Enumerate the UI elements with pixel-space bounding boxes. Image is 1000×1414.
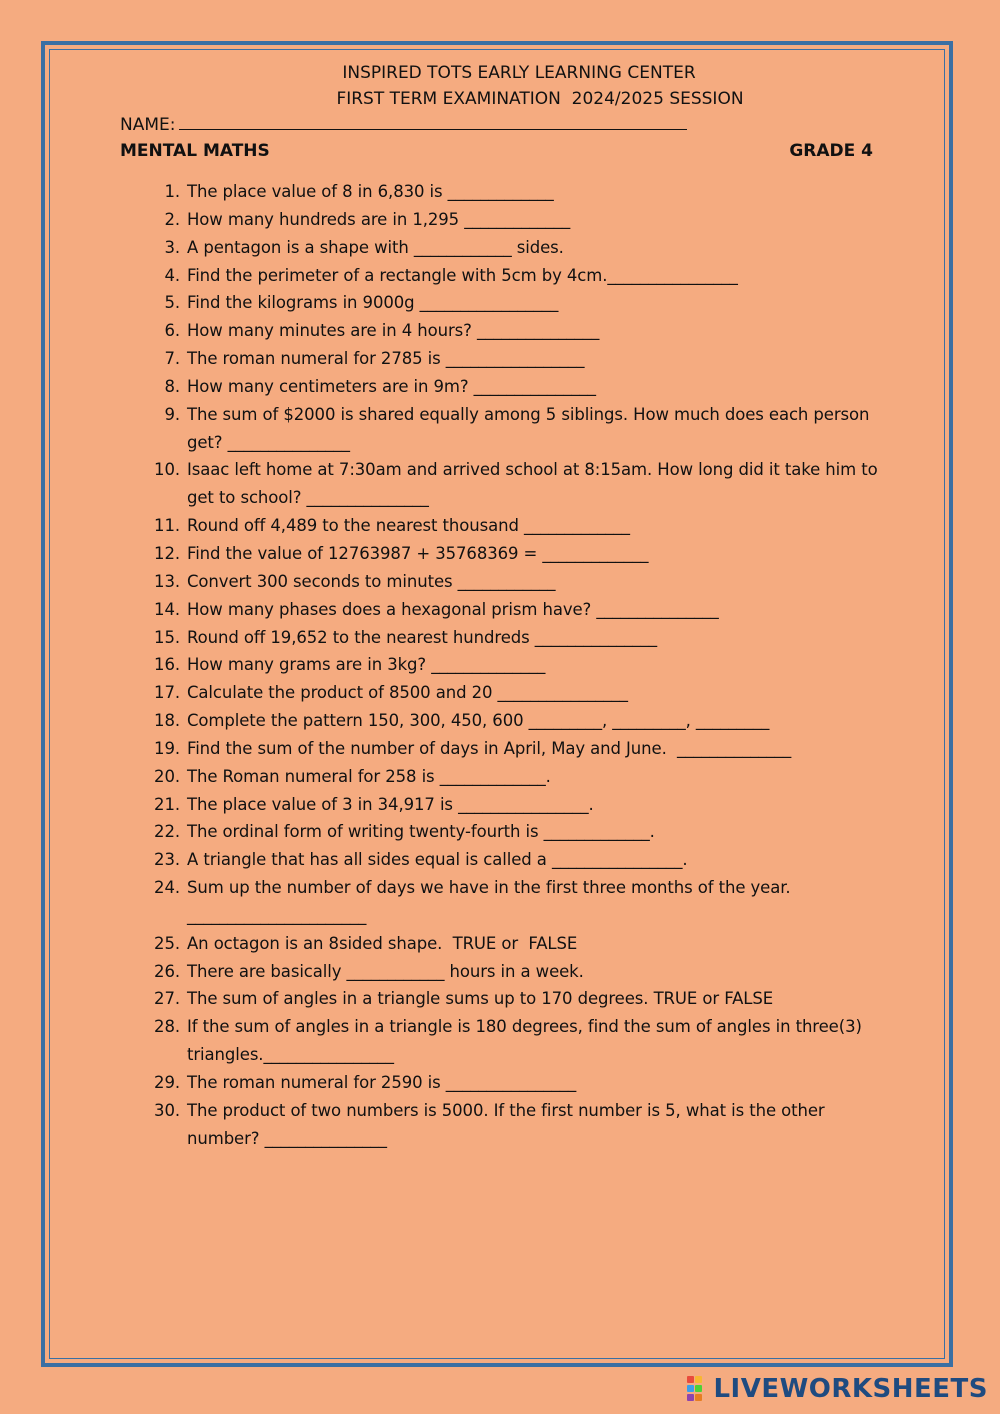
question-text[interactable]: The ordinal form of writing twenty-fourth is _____________. xyxy=(187,822,655,842)
question-item xyxy=(150,735,880,763)
question-number: 26. xyxy=(154,961,180,981)
question-text[interactable]: The place value of 8 in 6,830 is _____________ xyxy=(187,182,554,201)
question-text[interactable]: Convert 300 seconds to minutes ____________ xyxy=(187,571,556,591)
question-number: 8. xyxy=(164,376,180,396)
name-field[interactable] xyxy=(179,113,687,130)
question-item xyxy=(150,373,880,401)
question-item xyxy=(150,568,880,596)
question-text[interactable]: An octagon is an 8sided shape. TRUE or FALSE xyxy=(187,933,578,953)
question-text[interactable]: The sum of angles in a triangle sums up to 170 degrees. TRUE or FALSE xyxy=(187,989,774,1009)
name-label: NAME: xyxy=(120,115,176,135)
question-number: 22. xyxy=(154,822,180,842)
question-list xyxy=(150,178,883,1153)
question-text[interactable]: Isaac left home at 7:30am and arrived school at 8:15am. How long did it take him to get to school? _______________ xyxy=(187,460,883,508)
question-number: 14. xyxy=(154,599,180,619)
question-number: 27. xyxy=(154,989,180,1009)
liveworksheets-logo xyxy=(687,1374,988,1404)
question-item xyxy=(150,930,880,958)
question-item xyxy=(150,178,880,206)
question-text[interactable]: A pentagon is a shape with ____________ sides. xyxy=(187,237,564,257)
question-item xyxy=(150,1097,880,1153)
question-number: 25. xyxy=(154,933,180,953)
question-item xyxy=(150,596,880,624)
question-text[interactable]: Find the value of 12763987 + 35768369 = _____________ xyxy=(187,543,649,563)
question-number: 21. xyxy=(154,794,180,814)
question-text[interactable]: Round off 4,489 to the nearest thousand _____________ xyxy=(187,516,630,536)
question-number: 30. xyxy=(154,1100,180,1120)
question-number: 16. xyxy=(154,655,180,675)
question-number: 19. xyxy=(154,738,180,758)
exam-session: FIRST TERM EXAMINATION 2024/2025 SESSION xyxy=(336,89,744,109)
question-text[interactable]: Round off 19,652 to the nearest hundreds _______________ xyxy=(187,627,658,647)
question-item xyxy=(150,818,880,846)
question-item xyxy=(150,679,880,707)
question-number: 17. xyxy=(154,683,180,703)
question-number: 13. xyxy=(154,571,180,591)
school-name: INSPIRED TOTS EARLY LEARNING CENTER xyxy=(342,63,696,83)
question-text[interactable]: How many minutes are in 4 hours? _______________ xyxy=(187,321,600,341)
question-item xyxy=(150,345,880,373)
question-item xyxy=(150,874,880,930)
question-item xyxy=(150,1069,880,1097)
question-text[interactable]: The product of two numbers is 5000. If the first number is 5, what is the other number? _______________ xyxy=(187,1100,830,1148)
question-text[interactable]: Find the perimeter of a rectangle with 5cm by 4cm.________________ xyxy=(187,265,738,285)
question-item xyxy=(150,958,880,986)
liveworksheets-logo-icon xyxy=(687,1376,709,1402)
question-text[interactable]: How many centimeters are in 9m? _______________ xyxy=(187,376,596,396)
name-row xyxy=(120,113,687,137)
question-item xyxy=(150,651,880,679)
question-item xyxy=(150,985,880,1013)
question-number: 6. xyxy=(164,321,180,341)
question-number: 20. xyxy=(154,766,180,786)
question-item xyxy=(150,206,880,234)
question-item xyxy=(150,763,880,791)
question-text[interactable]: The sum of $2000 is shared equally among 5 siblings. How much does each person get? _______________ xyxy=(187,404,875,452)
question-number: 11. xyxy=(154,516,180,536)
question-number: 24. xyxy=(154,878,180,898)
question-item xyxy=(150,234,880,262)
question-number: 23. xyxy=(154,850,180,870)
question-text[interactable]: The Roman numeral for 258 is _____________. xyxy=(187,766,551,786)
question-text[interactable]: How many phases does a hexagonal prism have? _______________ xyxy=(187,599,719,619)
question-text[interactable]: There are basically ____________ hours in a week. xyxy=(187,961,584,981)
question-item xyxy=(150,1013,880,1069)
question-item xyxy=(150,846,880,874)
question-item xyxy=(150,512,880,540)
question-number: 12. xyxy=(154,543,180,563)
logo-text: LIVEWORKSHEETS xyxy=(713,1374,988,1404)
question-number: 1. xyxy=(164,182,180,201)
question-item xyxy=(150,456,883,512)
grade-label: GRADE 4 xyxy=(789,141,873,161)
question-number: 10. xyxy=(154,460,180,480)
question-number: 18. xyxy=(154,711,180,731)
question-text[interactable]: Find the kilograms in 9000g _________________ xyxy=(187,293,559,313)
question-number: 5. xyxy=(164,293,180,313)
question-text[interactable]: How many hundreds are in 1,295 _____________ xyxy=(187,209,571,229)
question-item xyxy=(150,791,880,819)
question-text[interactable]: Calculate the product of 8500 and 20 ________________ xyxy=(187,683,628,703)
question-item xyxy=(150,401,880,457)
question-item xyxy=(150,262,880,290)
question-number: 3. xyxy=(164,237,180,257)
subject-title: MENTAL MATHS xyxy=(120,141,270,161)
question-text[interactable]: If the sum of angles in a triangle is 180 degrees, find the sum of angles in three(3) triangles.________________ xyxy=(187,1017,867,1065)
question-item xyxy=(150,289,880,317)
question-text[interactable]: The roman numeral for 2590 is ________________ xyxy=(187,1073,577,1092)
question-number: 4. xyxy=(164,265,180,285)
question-item xyxy=(150,624,880,652)
question-item xyxy=(150,317,880,345)
question-text[interactable]: How many grams are in 3kg? ______________ xyxy=(187,655,546,675)
question-text[interactable]: Sum up the number of days we have in the first three months of the year. ______________________ xyxy=(187,878,796,925)
question-text[interactable]: A triangle that has all sides equal is called a ________________. xyxy=(187,850,688,870)
question-text[interactable]: Find the sum of the number of days in April, May and June. ______________ xyxy=(187,738,792,758)
question-item xyxy=(150,540,880,568)
question-number: 28. xyxy=(154,1017,180,1037)
question-item xyxy=(150,707,880,735)
question-number: 2. xyxy=(164,209,180,229)
question-number: 7. xyxy=(164,349,180,369)
question-number: 9. xyxy=(164,404,180,424)
question-number: 29. xyxy=(154,1073,180,1092)
question-text[interactable]: Complete the pattern 150, 300, 450, 600 _________, _________, _________ xyxy=(187,711,770,731)
question-number: 15. xyxy=(154,627,180,647)
question-text[interactable]: The roman numeral for 2785 is _________________ xyxy=(187,349,585,369)
question-text[interactable]: The place value of 3 in 34,917 is ________________. xyxy=(187,794,594,814)
